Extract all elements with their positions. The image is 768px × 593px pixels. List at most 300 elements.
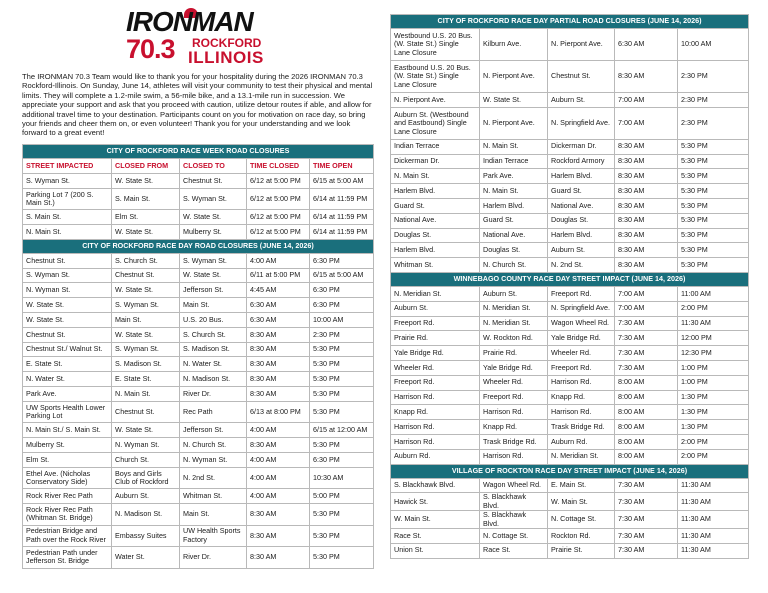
table-cell: Harlem Blvd.	[548, 228, 615, 243]
section-title: CITY OF ROCKFORD RACE DAY ROAD CLOSURES (JUNE 14, 2026)	[23, 239, 374, 253]
table-cell: Elm St.	[112, 210, 180, 225]
table-cell: 8:30 AM	[247, 504, 310, 526]
table-cell: Chestnut St.	[112, 401, 180, 423]
table-cell: 5:30 PM	[678, 154, 749, 169]
table-cell: UW Health Sports Factory	[180, 525, 247, 547]
table-cell: N. Cottage St.	[548, 511, 615, 529]
table-cell: 8:30 AM	[615, 243, 678, 258]
table-cell: N. Meridian St.	[480, 301, 548, 316]
table-cell: 2:30 PM	[678, 93, 749, 108]
table-row	[23, 210, 374, 225]
table-cell: Knapp Rd.	[391, 405, 480, 420]
table-cell: 8:00 AM	[615, 375, 678, 390]
table-row	[23, 438, 374, 453]
table-cell: Chestnut St.	[112, 268, 180, 283]
table-cell: Yale Bridge Rd.	[480, 360, 548, 375]
table-cell: Freeport Rd.	[548, 286, 615, 301]
table-cell: 10:30 AM	[310, 467, 374, 489]
table-row	[391, 528, 749, 543]
table-cell: S. Blackhawk Blvd.	[480, 511, 548, 529]
table-cell: 8:00 AM	[615, 420, 678, 435]
table-cell: Prairie Rd.	[391, 331, 480, 346]
table-cell: 8:30 AM	[247, 327, 310, 342]
table-cell: 8:00 AM	[615, 405, 678, 420]
table-row	[23, 401, 374, 423]
table-row	[391, 405, 749, 420]
table-cell: Trask Bridge Rd.	[480, 434, 548, 449]
table-cell: 7:30 AM	[615, 478, 678, 493]
table-row	[23, 174, 374, 189]
table-row	[391, 360, 749, 375]
table-cell: N. Pierpont Ave.	[391, 93, 480, 108]
table-cell: Auburn Rd.	[391, 449, 480, 464]
table-cell: Mulberry St.	[180, 225, 247, 240]
table-row	[391, 139, 749, 154]
column-header: STREET IMPACTED	[23, 159, 112, 174]
section-title: WINNEBAGO COUNTY RACE DAY STREET IMPACT (JUNE 14, 2026)	[391, 272, 749, 286]
section-title-row	[23, 239, 374, 253]
table-cell: Main St.	[180, 504, 247, 526]
table-cell: Harlem Blvd.	[391, 184, 480, 199]
table-cell: Hawick St.	[391, 493, 480, 511]
table-row	[23, 342, 374, 357]
table-cell: W. State St.	[112, 327, 180, 342]
table-cell: W. Main St.	[391, 511, 480, 529]
table-cell: 7:30 AM	[615, 346, 678, 361]
table-cell: N. Springfield Ave.	[548, 107, 615, 139]
table-cell: 6/15 at 12:00 AM	[310, 423, 374, 438]
table-cell: 5:30 PM	[310, 525, 374, 547]
table-cell: W. State St.	[112, 423, 180, 438]
table-row	[391, 449, 749, 464]
table-cell: N. 2nd St.	[180, 467, 247, 489]
table-cell: 4:00 AM	[247, 489, 310, 504]
table-cell: Dickerman Dr.	[391, 154, 480, 169]
table-cell: N. Meridian St.	[548, 449, 615, 464]
table-cell: S. Church St.	[112, 253, 180, 268]
table-cell: 5:30 PM	[310, 357, 374, 372]
section-title: VILLAGE OF ROCKTON RACE DAY STREET IMPACT (JUNE 14, 2026)	[391, 464, 749, 478]
table-cell: 5:30 PM	[310, 438, 374, 453]
table-cell: Wagon Wheel Rd.	[480, 478, 548, 493]
table-cell: S. Wyman St.	[112, 342, 180, 357]
table-cell: 7:00 AM	[615, 93, 678, 108]
table-cell: 11:00 AM	[678, 286, 749, 301]
table-row	[23, 357, 374, 372]
table-cell: S. Blackhawk Blvd.	[391, 478, 480, 493]
table-row	[391, 478, 749, 493]
table-cell: S. Main St.	[23, 210, 112, 225]
table-row	[23, 283, 374, 298]
table-cell: 1:30 PM	[678, 390, 749, 405]
ironman-logo	[22, 6, 373, 68]
table-cell: River Dr.	[180, 387, 247, 402]
table-cell: Auburn St.	[480, 286, 548, 301]
table-cell: Chestnut St.	[23, 327, 112, 342]
table-cell: Union St.	[391, 543, 480, 558]
table-cell: Auburn St.	[391, 301, 480, 316]
table-cell: Rock River Rec Path (Whitman St. Bridge)	[23, 504, 112, 526]
table-cell: 6/12 at 5:00 PM	[247, 174, 310, 189]
table-cell: Auburn Rd.	[548, 434, 615, 449]
table-cell: N. Main St./ S. Main St.	[23, 423, 112, 438]
table-cell: Whitman St.	[180, 489, 247, 504]
table-cell: 12:30 PM	[678, 346, 749, 361]
table-cell: N. Water St.	[180, 357, 247, 372]
table-cell: Douglas St.	[391, 228, 480, 243]
table-cell: N. Meridian St.	[480, 316, 548, 331]
table-row	[23, 504, 374, 526]
table-cell: Chestnut St.	[180, 174, 247, 189]
table-cell: Chestnut St.	[23, 253, 112, 268]
logo-state: ILLINOIS	[188, 48, 264, 67]
table-row	[23, 188, 374, 210]
table-row	[23, 268, 374, 283]
table-cell: Auburn St. (Westbound and Eastbound) Single Lane Closure	[391, 107, 480, 139]
table-cell: Main St.	[112, 313, 180, 328]
table-row	[391, 184, 749, 199]
table-cell: Indian Terrace	[480, 154, 548, 169]
table-cell: National Ave.	[548, 198, 615, 213]
table-cell: 8:30 AM	[615, 139, 678, 154]
table-cell: Race St.	[480, 543, 548, 558]
table-cell: 11:30 AM	[678, 543, 749, 558]
table-cell: N. Madison St.	[180, 372, 247, 387]
table-cell: 11:30 AM	[678, 493, 749, 511]
table-cell: 8:30 AM	[615, 258, 678, 273]
table-cell: 2:00 PM	[678, 434, 749, 449]
section-title-row	[391, 464, 749, 478]
table-cell: 7:30 AM	[615, 331, 678, 346]
table-cell: Eastbound U.S. 20 Bus. (W. State St.) Single Lane Closure	[391, 61, 480, 93]
table-cell: Rec Path	[180, 401, 247, 423]
table-cell: S. Main St.	[112, 188, 180, 210]
table-cell: 6:30 AM	[615, 29, 678, 61]
table-row	[391, 511, 749, 529]
table-cell: Dickerman Dr.	[548, 139, 615, 154]
table-cell: 8:30 AM	[615, 169, 678, 184]
table-cell: Prairie St.	[548, 543, 615, 558]
table-cell: 7:30 AM	[615, 360, 678, 375]
table-cell: Park Ave.	[480, 169, 548, 184]
table-row	[23, 525, 374, 547]
table-cell: 7:00 AM	[615, 286, 678, 301]
table-cell: UW Sports Health Lower Parking Lot	[23, 401, 112, 423]
table-row	[391, 390, 749, 405]
table-cell: N. Meridian St.	[391, 286, 480, 301]
table-cell: 4:00 AM	[247, 253, 310, 268]
table-cell: 8:30 AM	[247, 438, 310, 453]
column-header-row	[23, 159, 374, 174]
table-cell: W. State St.	[23, 298, 112, 313]
table-cell: 7:30 AM	[615, 316, 678, 331]
table-cell: 5:30 PM	[310, 342, 374, 357]
table-row	[391, 154, 749, 169]
logo-number: 70.3	[126, 34, 175, 64]
table-cell: 5:30 PM	[310, 547, 374, 569]
table-cell: 4:00 AM	[247, 452, 310, 467]
table-cell: 1:00 PM	[678, 375, 749, 390]
left-column	[22, 6, 373, 569]
table-row	[391, 286, 749, 301]
table-cell: 7:30 AM	[615, 511, 678, 529]
table-cell: 5:30 PM	[310, 372, 374, 387]
table-cell: Rockton Rd.	[548, 528, 615, 543]
table-cell: 6/15 at 5:00 AM	[310, 268, 374, 283]
table-cell: Ethel Ave. (Nicholas Conservatory Side)	[23, 467, 112, 489]
table-cell: 1:30 PM	[678, 405, 749, 420]
table-cell: 8:00 AM	[615, 390, 678, 405]
table-cell: Whitman St.	[391, 258, 480, 273]
table-row	[23, 327, 374, 342]
table-row	[391, 228, 749, 243]
table-cell: Douglas St.	[548, 213, 615, 228]
right-column	[390, 14, 748, 559]
table-cell: 6:30 PM	[310, 253, 374, 268]
table-cell: 2:30 PM	[678, 61, 749, 93]
table-cell: 8:30 AM	[615, 154, 678, 169]
table-cell: Harrison Rd.	[391, 390, 480, 405]
table-cell: Douglas St.	[480, 243, 548, 258]
table-row	[23, 452, 374, 467]
table-cell: Indian Terrace	[391, 139, 480, 154]
table-row	[23, 547, 374, 569]
table-cell: Knapp Rd.	[480, 420, 548, 435]
table-cell: 8:30 AM	[615, 198, 678, 213]
table-cell: W. Main St.	[548, 493, 615, 511]
table-cell: 2:30 PM	[310, 327, 374, 342]
left-closures-table	[22, 144, 374, 569]
table-cell: Chestnut St.	[548, 61, 615, 93]
table-cell: 2:00 PM	[678, 449, 749, 464]
table-cell: 5:30 PM	[310, 401, 374, 423]
table-cell: National Ave.	[480, 228, 548, 243]
table-cell: 5:30 PM	[678, 139, 749, 154]
table-cell: 6/11 at 5:00 PM	[247, 268, 310, 283]
table-cell: S. Madison St.	[112, 357, 180, 372]
logo-city: ROCKFORD	[192, 36, 262, 50]
table-cell: 5:30 PM	[678, 243, 749, 258]
table-cell: N. Wyman St.	[180, 452, 247, 467]
table-cell: 2:00 PM	[678, 301, 749, 316]
table-cell: 5:30 PM	[310, 504, 374, 526]
table-cell: National Ave.	[391, 213, 480, 228]
table-cell: S. Madison St.	[180, 342, 247, 357]
table-cell: W. State St.	[23, 313, 112, 328]
table-cell: Prairie Rd.	[480, 346, 548, 361]
table-cell: Embassy Suites	[112, 525, 180, 547]
column-header: CLOSED TO	[180, 159, 247, 174]
table-row	[391, 243, 749, 258]
table-cell: Harrison Rd.	[548, 405, 615, 420]
table-cell: 11:30 AM	[678, 511, 749, 529]
table-cell: 6:30 PM	[310, 298, 374, 313]
table-cell: 5:00 PM	[310, 489, 374, 504]
table-row	[391, 493, 749, 511]
table-cell: 8:00 AM	[615, 434, 678, 449]
table-cell: Yale Bridge Rd.	[548, 331, 615, 346]
table-cell: Wheeler Rd.	[548, 346, 615, 361]
table-cell: 1:30 PM	[678, 420, 749, 435]
table-cell: Elm St.	[23, 452, 112, 467]
right-closures-table	[390, 14, 749, 559]
table-cell: N. Pierpont Ave.	[480, 61, 548, 93]
table-cell: Westbound U.S. 20 Bus. (W. State St.) Single Lane Closure	[391, 29, 480, 61]
table-cell: Freeport Rd.	[391, 316, 480, 331]
table-cell: 8:30 AM	[247, 387, 310, 402]
table-cell: S. Blackhawk Blvd.	[480, 493, 548, 511]
table-cell: N. Church St.	[180, 438, 247, 453]
table-cell: Harlem Blvd.	[480, 198, 548, 213]
table-cell: Harrison Rd.	[391, 434, 480, 449]
table-cell: Harrison Rd.	[480, 449, 548, 464]
table-cell: N. Main St.	[112, 387, 180, 402]
table-row	[391, 213, 749, 228]
table-cell: 6/14 at 11:59 PM	[310, 210, 374, 225]
table-row	[23, 313, 374, 328]
table-cell: Auburn St.	[112, 489, 180, 504]
table-cell: Auburn St.	[548, 93, 615, 108]
section-title-row	[391, 272, 749, 286]
table-cell: 6:30 PM	[310, 283, 374, 298]
table-cell: Freeport Rd.	[391, 375, 480, 390]
table-row	[391, 331, 749, 346]
table-cell: 5:30 PM	[678, 184, 749, 199]
table-cell: 5:30 PM	[678, 258, 749, 273]
column-header: CLOSED FROM	[112, 159, 180, 174]
table-cell: Knapp Rd.	[548, 390, 615, 405]
table-cell: Pedestrian Path under Jefferson St. Bridge	[23, 547, 112, 569]
table-row	[391, 420, 749, 435]
table-cell: W. State St.	[480, 93, 548, 108]
table-row	[391, 258, 749, 273]
table-cell: 11:30 AM	[678, 478, 749, 493]
table-cell: 6/15 at 5:00 AM	[310, 174, 374, 189]
column-header: TIME CLOSED	[247, 159, 310, 174]
table-cell: S. Wyman St.	[180, 188, 247, 210]
column-header: TIME OPEN	[310, 159, 374, 174]
table-cell: 6/12 at 5:00 PM	[247, 210, 310, 225]
table-cell: N. Wyman St.	[23, 283, 112, 298]
table-cell: 7:30 AM	[615, 493, 678, 511]
table-cell: 11:30 AM	[678, 528, 749, 543]
table-cell: Wagon Wheel Rd.	[548, 316, 615, 331]
table-cell: S. Church St.	[180, 327, 247, 342]
table-cell: W. State St.	[112, 283, 180, 298]
table-cell: 7:30 AM	[615, 543, 678, 558]
table-cell: Wheeler Rd.	[391, 360, 480, 375]
table-cell: 1:00 PM	[678, 360, 749, 375]
table-cell: S. Wyman St.	[112, 298, 180, 313]
table-cell: N. Main St.	[480, 139, 548, 154]
table-cell: Harrison Rd.	[480, 405, 548, 420]
table-cell: 5:30 PM	[678, 169, 749, 184]
table-cell: N. Main St.	[391, 169, 480, 184]
table-cell: Auburn St.	[548, 243, 615, 258]
table-cell: 10:00 AM	[678, 29, 749, 61]
table-row	[23, 387, 374, 402]
table-cell: N. Wyman St.	[112, 438, 180, 453]
table-cell: N. Pierpont Ave.	[548, 29, 615, 61]
table-cell: Park Ave.	[23, 387, 112, 402]
table-cell: 8:30 AM	[247, 372, 310, 387]
table-cell: N. Pierpont Ave.	[480, 107, 548, 139]
table-cell: 2:30 PM	[678, 107, 749, 139]
table-row	[23, 467, 374, 489]
table-cell: Harlem Blvd.	[391, 243, 480, 258]
table-cell: S. Wyman St.	[23, 268, 112, 283]
table-cell: E. State St.	[23, 357, 112, 372]
table-cell: Freeport Rd.	[480, 390, 548, 405]
table-cell: W. State St.	[112, 225, 180, 240]
table-cell: Freeport Rd.	[548, 360, 615, 375]
table-cell: 8:30 AM	[247, 525, 310, 547]
table-cell: Church St.	[112, 452, 180, 467]
table-cell: Guard St.	[391, 198, 480, 213]
table-cell: N. Church St.	[480, 258, 548, 273]
table-cell: N. Madison St.	[112, 504, 180, 526]
table-cell: Harrison Rd.	[548, 375, 615, 390]
table-cell: 8:30 AM	[247, 342, 310, 357]
logo-title: IRONMAN	[126, 6, 253, 37]
table-cell: 8:30 AM	[247, 547, 310, 569]
table-row	[391, 301, 749, 316]
table-cell: 8:30 AM	[615, 184, 678, 199]
table-cell: 11:30 AM	[678, 316, 749, 331]
table-row	[23, 489, 374, 504]
table-cell: S. Wyman St.	[23, 174, 112, 189]
table-cell: 6/12 at 5:00 PM	[247, 225, 310, 240]
table-cell: Rock River Rec Path	[23, 489, 112, 504]
table-row	[23, 225, 374, 240]
table-cell: Chestnut St./ Walnut St.	[23, 342, 112, 357]
table-cell: 10:00 AM	[310, 313, 374, 328]
table-row	[23, 253, 374, 268]
table-row	[391, 29, 749, 61]
table-cell: N. Springfield Ave.	[548, 301, 615, 316]
table-cell: 8:30 AM	[615, 61, 678, 93]
table-row	[23, 372, 374, 387]
table-cell: Race St.	[391, 528, 480, 543]
table-cell: Trask Bridge Rd.	[548, 420, 615, 435]
table-cell: 8:30 AM	[615, 228, 678, 243]
table-cell: W. State St.	[180, 210, 247, 225]
table-row	[391, 434, 749, 449]
table-cell: W. State St.	[180, 268, 247, 283]
table-cell: 5:30 PM	[678, 198, 749, 213]
table-cell: 6/14 at 11:59 PM	[310, 188, 374, 210]
table-cell: N. Main St.	[480, 184, 548, 199]
table-cell: Parking Lot 7 (200 S. Main St.)	[23, 188, 112, 210]
table-cell: Wheeler Rd.	[480, 375, 548, 390]
table-cell: 6/13 at 8:00 PM	[247, 401, 310, 423]
table-cell: Harrison Rd.	[391, 420, 480, 435]
table-cell: 12:00 PM	[678, 331, 749, 346]
table-cell: N. Cottage St.	[480, 528, 548, 543]
table-cell: Jefferson St.	[180, 423, 247, 438]
table-cell: N. Main St.	[23, 225, 112, 240]
table-cell: 8:30 AM	[615, 213, 678, 228]
table-cell: Pedestrian Bridge and Path over the Rock River	[23, 525, 112, 547]
table-cell: Guard St.	[548, 184, 615, 199]
table-cell: 6/12 at 5:00 PM	[247, 188, 310, 210]
table-cell: River Dr.	[180, 547, 247, 569]
table-row	[23, 423, 374, 438]
table-cell: 7:00 AM	[615, 301, 678, 316]
table-cell: 8:30 AM	[247, 357, 310, 372]
section-title: CITY OF ROCKFORD RACE DAY PARTIAL ROAD CLOSURES (JUNE 14, 2026)	[391, 15, 749, 29]
table-cell: Harlem Blvd.	[548, 169, 615, 184]
